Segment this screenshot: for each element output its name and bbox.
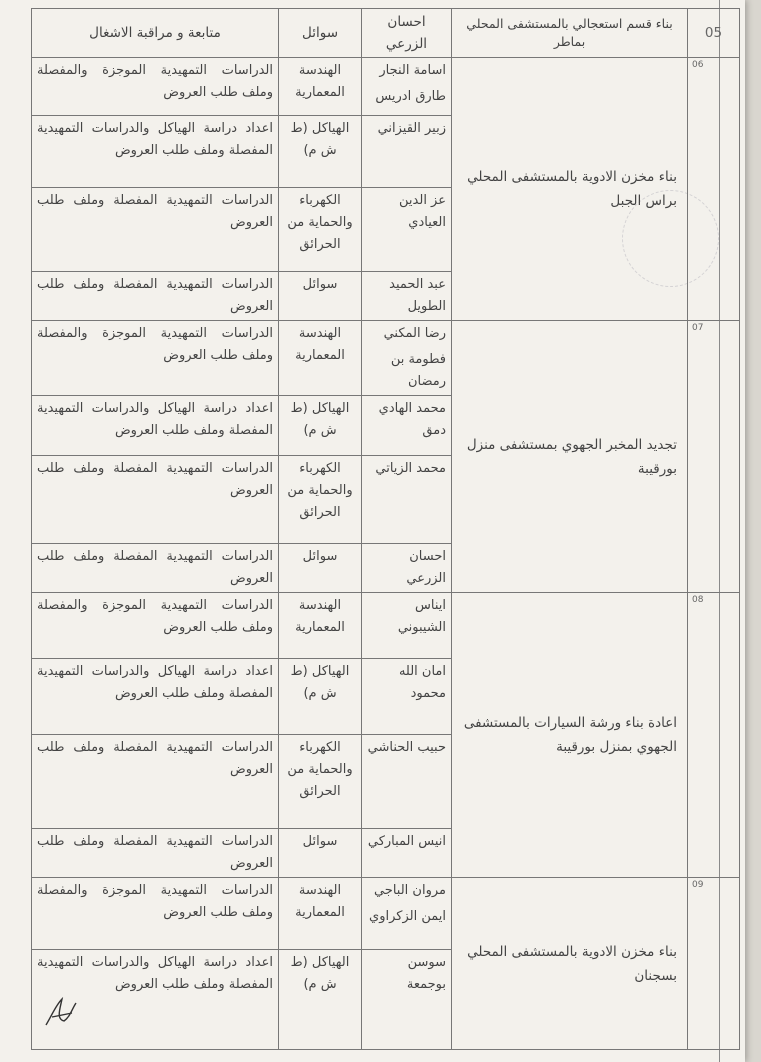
project-title: بناء قسم استعجالي بالمستشفى المحلي بماطر (452, 9, 688, 58)
task-description: الدراسات التمهيدية المفصلة وملف طلب العروض (32, 272, 279, 321)
project-title: اعادة بناء ورشة السيارات بالمستشفى الجهوي بمنزل بورقيبة (452, 593, 688, 878)
engineer-name: احسان الزرعي (362, 9, 452, 58)
project-title: تجديد المخبر الجهوي بمستشفى منزل بورقيبة (452, 321, 688, 593)
engineer-name-primary: ايناس الشيبوني (397, 598, 446, 635)
engineer-name-primary: مروان الباجي (373, 883, 446, 898)
engineer-name-primary: انيس المباركي (367, 834, 446, 849)
engineer-name-primary: سوسن بوجمعة (406, 955, 446, 992)
engineer-name-primary: امان الله محمود (398, 664, 446, 701)
engineer-name-secondary: طارق ادريس (375, 89, 446, 104)
engineer-name (362, 593, 452, 659)
specialty: الهندسة المعمارية (279, 321, 362, 396)
specialty: سوائل (279, 829, 362, 878)
engineer-name-primary: رضا المكني (383, 326, 446, 341)
engineer-name-primary: محمد الهادي دمق (378, 401, 446, 438)
task-description: الدراسات التمهيدية المفصلة وملف طلب العروض (32, 829, 279, 878)
project-title: بناء مخزن الادوية بالمستشفى المحلي براس الجبل (452, 58, 688, 321)
task-description: اعداد دراسة الهياكل والدراسات التمهيدية المفصلة وملف طلب العروض (32, 116, 279, 188)
task-description: اعداد دراسة الهياكل والدراسات التمهيدية المفصلة وملف طلب العروض (32, 659, 279, 735)
specialty: الهندسة المعمارية (279, 593, 362, 659)
specialty: الهندسة المعمارية (279, 58, 362, 116)
assignment-table (31, 8, 740, 1050)
specialty: سوائل (279, 272, 362, 321)
engineer-name (362, 735, 452, 829)
engineer-name (362, 321, 452, 396)
specialty: الهياكل (ط ش م) (279, 950, 362, 1050)
task-description: الدراسات التمهيدية المفصلة وملف طلب العروض (32, 188, 279, 272)
task-description: متابعة و مراقبة الاشغال (32, 9, 279, 58)
specialty: الهياكل (ط ش م) (279, 659, 362, 735)
task-description: الدراسات التمهيدية الموجزة والمفصلة وملف طلب العروض (32, 593, 279, 659)
project-title: بناء مخزن الادوية بالمستشفى المحلي بسجنان (452, 878, 688, 1050)
engineer-name (362, 272, 452, 321)
specialty: الكهرباء والحماية من الحرائق (279, 456, 362, 544)
project-number: 09 (688, 878, 740, 1050)
engineer-name-primary: عبد الحميد الطويل (389, 277, 446, 314)
specialty: الكهرباء والحماية من الحرائق (279, 735, 362, 829)
task-description: الدراسات التمهيدية الموجزة والمفصلة وملف طلب العروض (32, 878, 279, 950)
table-row (32, 321, 740, 396)
project-number: 05 (688, 9, 740, 58)
engineer-name (362, 950, 452, 1050)
table-row (32, 58, 740, 116)
task-description: الدراسات التمهيدية المفصلة وملف طلب العروض (32, 735, 279, 829)
engineer-name-primary: محمد الزياتي (375, 461, 446, 476)
engineer-name-primary: زبير القيزاني (377, 121, 446, 136)
project-number: 06 (688, 58, 740, 321)
table-header-row (32, 9, 740, 58)
specialty: الهندسة المعمارية (279, 878, 362, 950)
engineer-name-primary: حبيب الحناشي (367, 740, 446, 755)
table-row (32, 593, 740, 659)
engineer-name-primary: عز الدين العيادي (399, 193, 446, 230)
specialty: سوائل (279, 9, 362, 58)
task-description: الدراسات التمهيدية الموجزة والمفصلة وملف طلب العروض (32, 321, 279, 396)
project-number: 08 (688, 593, 740, 878)
specialty: الكهرباء والحماية من الحرائق (279, 188, 362, 272)
specialty: سوائل (279, 544, 362, 593)
engineer-name-primary: اسامة النجار (379, 63, 446, 78)
engineer-name-secondary: فطومة بن رمضان (390, 352, 446, 389)
engineer-name-primary: احسان الزرعي (406, 549, 446, 586)
specialty: الهياكل (ط ش م) (279, 116, 362, 188)
engineer-name (362, 188, 452, 272)
engineer-name (362, 456, 452, 544)
table-row (32, 878, 740, 950)
engineer-name (362, 116, 452, 188)
specialty: الهياكل (ط ش م) (279, 396, 362, 456)
task-description: الدراسات التمهيدية الموجزة والمفصلة وملف طلب العروض (32, 58, 279, 116)
engineer-name (362, 396, 452, 456)
task-description: الدراسات التمهيدية المفصلة وملف طلب العروض (32, 456, 279, 544)
handwritten-signature (42, 995, 82, 1031)
engineer-name (362, 58, 452, 116)
engineer-name (362, 878, 452, 950)
task-description: اعداد دراسة الهياكل والدراسات التمهيدية المفصلة وملف طلب العروض (32, 950, 279, 1050)
engineer-name (362, 829, 452, 878)
engineer-name-secondary: ايمن الزكراوي (369, 909, 446, 924)
engineer-name (362, 544, 452, 593)
engineer-name (362, 659, 452, 735)
task-description: اعداد دراسة الهياكل والدراسات التمهيدية المفصلة وملف طلب العروض (32, 396, 279, 456)
project-number: 07 (688, 321, 740, 593)
task-description: الدراسات التمهيدية المفصلة وملف طلب العروض (32, 544, 279, 593)
